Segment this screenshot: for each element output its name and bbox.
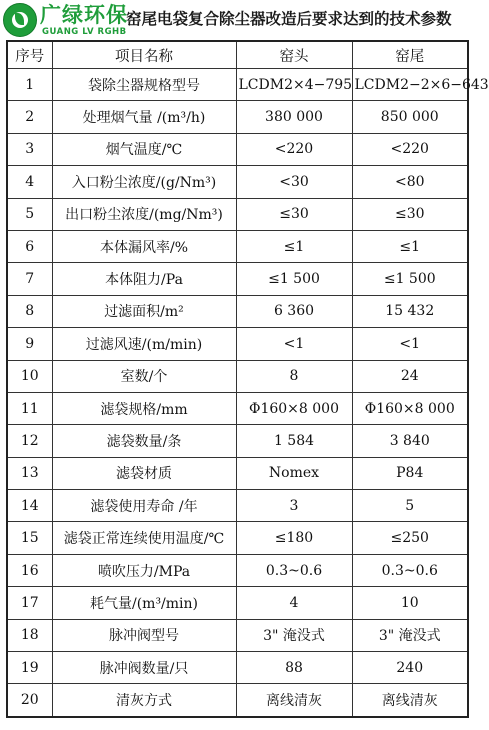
kiln-head-value: 6 360: [236, 295, 352, 327]
row-index: 6: [7, 230, 52, 262]
row-index: 4: [7, 166, 52, 198]
item-name: 滤袋使用寿命 /年: [52, 490, 236, 522]
row-index: 16: [7, 554, 52, 586]
kiln-tail-value: 240: [352, 652, 468, 684]
item-name: 喷吹压力/MPa: [52, 554, 236, 586]
table-row: [7, 360, 468, 392]
table-body: [7, 69, 489, 717]
table-title: 窑尾电袋复合除尘器改造后要求达到的技术参数: [126, 10, 452, 28]
kiln-tail-value: ≤1: [352, 230, 468, 262]
table-row: [7, 328, 468, 360]
kiln-head-value: 1 584: [236, 425, 352, 457]
kiln-head-value: ≤180: [236, 522, 352, 554]
spec-table: [6, 40, 489, 718]
item-name: 脉冲阀数量/只: [52, 652, 236, 684]
table-row: [7, 425, 468, 457]
item-name: 滤袋规格/mm: [52, 392, 236, 424]
row-index: 7: [7, 263, 52, 295]
kiln-tail-value: ≤250: [352, 522, 468, 554]
table-row: [7, 587, 468, 619]
row-index: 19: [7, 652, 52, 684]
kiln-head-value: Φ160×8 000: [236, 392, 352, 424]
kiln-tail-value: 离线清灰: [352, 684, 468, 717]
kiln-tail-value: LCDM2−2×6−643: [352, 69, 468, 101]
row-index: 20: [7, 684, 52, 717]
kiln-tail-value: 0.3~0.6: [352, 554, 468, 586]
row-index: 10: [7, 360, 52, 392]
kiln-tail-value: <1: [352, 328, 468, 360]
item-name: 袋除尘器规格型号: [52, 69, 236, 101]
item-name: 处理烟气量 /(m³/h): [52, 101, 236, 133]
table-header-row: [7, 41, 468, 69]
item-name: 脉冲阀型号: [52, 619, 236, 651]
kiln-head-value: ≤1 500: [236, 263, 352, 295]
row-index: 11: [7, 392, 52, 424]
title-bar: [0, 0, 471, 40]
item-name: 过滤风速/(m/min): [52, 328, 236, 360]
kiln-tail-value: <80: [352, 166, 468, 198]
kiln-head-value: Nomex: [236, 457, 352, 489]
kiln-tail-value: 15 432: [352, 295, 468, 327]
table-row: [7, 166, 468, 198]
kiln-tail-value: Φ160×8 000: [352, 392, 468, 424]
table-row: [7, 69, 468, 101]
kiln-tail-value: ≤1 500: [352, 263, 468, 295]
item-name: 耗气量/(m³/min): [52, 587, 236, 619]
table-row: [7, 230, 468, 262]
row-index: 8: [7, 295, 52, 327]
table-row: [7, 554, 468, 586]
item-name: 室数/个: [52, 360, 236, 392]
kiln-tail-value: 24: [352, 360, 468, 392]
kiln-head-value: 380 000: [236, 101, 352, 133]
kiln-head-value: 3: [236, 490, 352, 522]
kiln-head-value: ≤30: [236, 198, 352, 230]
kiln-tail-value: 10: [352, 587, 468, 619]
table-row: [7, 198, 468, 230]
item-name: 滤袋正常连续使用温度/℃: [52, 522, 236, 554]
kiln-tail-value: 3 840: [352, 425, 468, 457]
row-index: 15: [7, 522, 52, 554]
table-row: [7, 619, 468, 651]
item-name: 过滤面积/m²: [52, 295, 236, 327]
kiln-head-value: <30: [236, 166, 352, 198]
table-row: [7, 457, 468, 489]
row-index: 1: [7, 69, 52, 101]
table-row: [7, 522, 468, 554]
kiln-head-value: 0.3~0.6: [236, 554, 352, 586]
table-row: [7, 684, 468, 717]
kiln-head-value: ≤1: [236, 230, 352, 262]
kiln-head-value: <220: [236, 133, 352, 165]
item-name: 滤袋材质: [52, 457, 236, 489]
row-index: 12: [7, 425, 52, 457]
kiln-head-value: 4: [236, 587, 352, 619]
logo-subtitle: GUANG LV RGHB: [42, 27, 127, 37]
kiln-head-value: LCDM2×4−795: [236, 69, 352, 101]
header-kiln-tail: 窑尾: [352, 41, 468, 69]
kiln-head-value: 88: [236, 652, 352, 684]
row-index: 3: [7, 133, 52, 165]
table-row: [7, 295, 468, 327]
item-name: 滤袋数量/条: [52, 425, 236, 457]
header-index: 序号: [7, 41, 52, 69]
item-name: 出口粉尘浓度/(mg/Nm³): [52, 198, 236, 230]
kiln-tail-value: 3" 淹没式: [352, 619, 468, 651]
item-name: 烟气温度/℃: [52, 133, 236, 165]
table-row: [7, 263, 468, 295]
kiln-tail-value: P84: [352, 457, 468, 489]
table-row: [7, 652, 468, 684]
logo: [3, 3, 153, 37]
kiln-head-value: 离线清灰: [236, 684, 352, 717]
item-name: 本体阻力/Pa: [52, 263, 236, 295]
table-row: [7, 392, 468, 424]
row-index: 13: [7, 457, 52, 489]
kiln-head-value: <1: [236, 328, 352, 360]
kiln-tail-value: 850 000: [352, 101, 468, 133]
row-index: 9: [7, 328, 52, 360]
table-row: [7, 133, 468, 165]
row-index: 2: [7, 101, 52, 133]
item-name: 本体漏风率/%: [52, 230, 236, 262]
kiln-tail-value: <220: [352, 133, 468, 165]
item-name: 入口粉尘浓度/(g/Nm³): [52, 166, 236, 198]
row-index: 18: [7, 619, 52, 651]
kiln-head-value: 3" 淹没式: [236, 619, 352, 651]
kiln-tail-value: 5: [352, 490, 468, 522]
table-row: [7, 490, 468, 522]
table-row: [7, 101, 468, 133]
logo-name: 广绿环保: [40, 3, 128, 27]
kiln-head-value: 8: [236, 360, 352, 392]
row-index: 17: [7, 587, 52, 619]
header-item-name: 项目名称: [52, 41, 236, 69]
kiln-tail-value: ≤30: [352, 198, 468, 230]
row-index: 5: [7, 198, 52, 230]
header-kiln-head: 窑头: [236, 41, 352, 69]
row-index: 14: [7, 490, 52, 522]
item-name: 清灰方式: [52, 684, 236, 717]
